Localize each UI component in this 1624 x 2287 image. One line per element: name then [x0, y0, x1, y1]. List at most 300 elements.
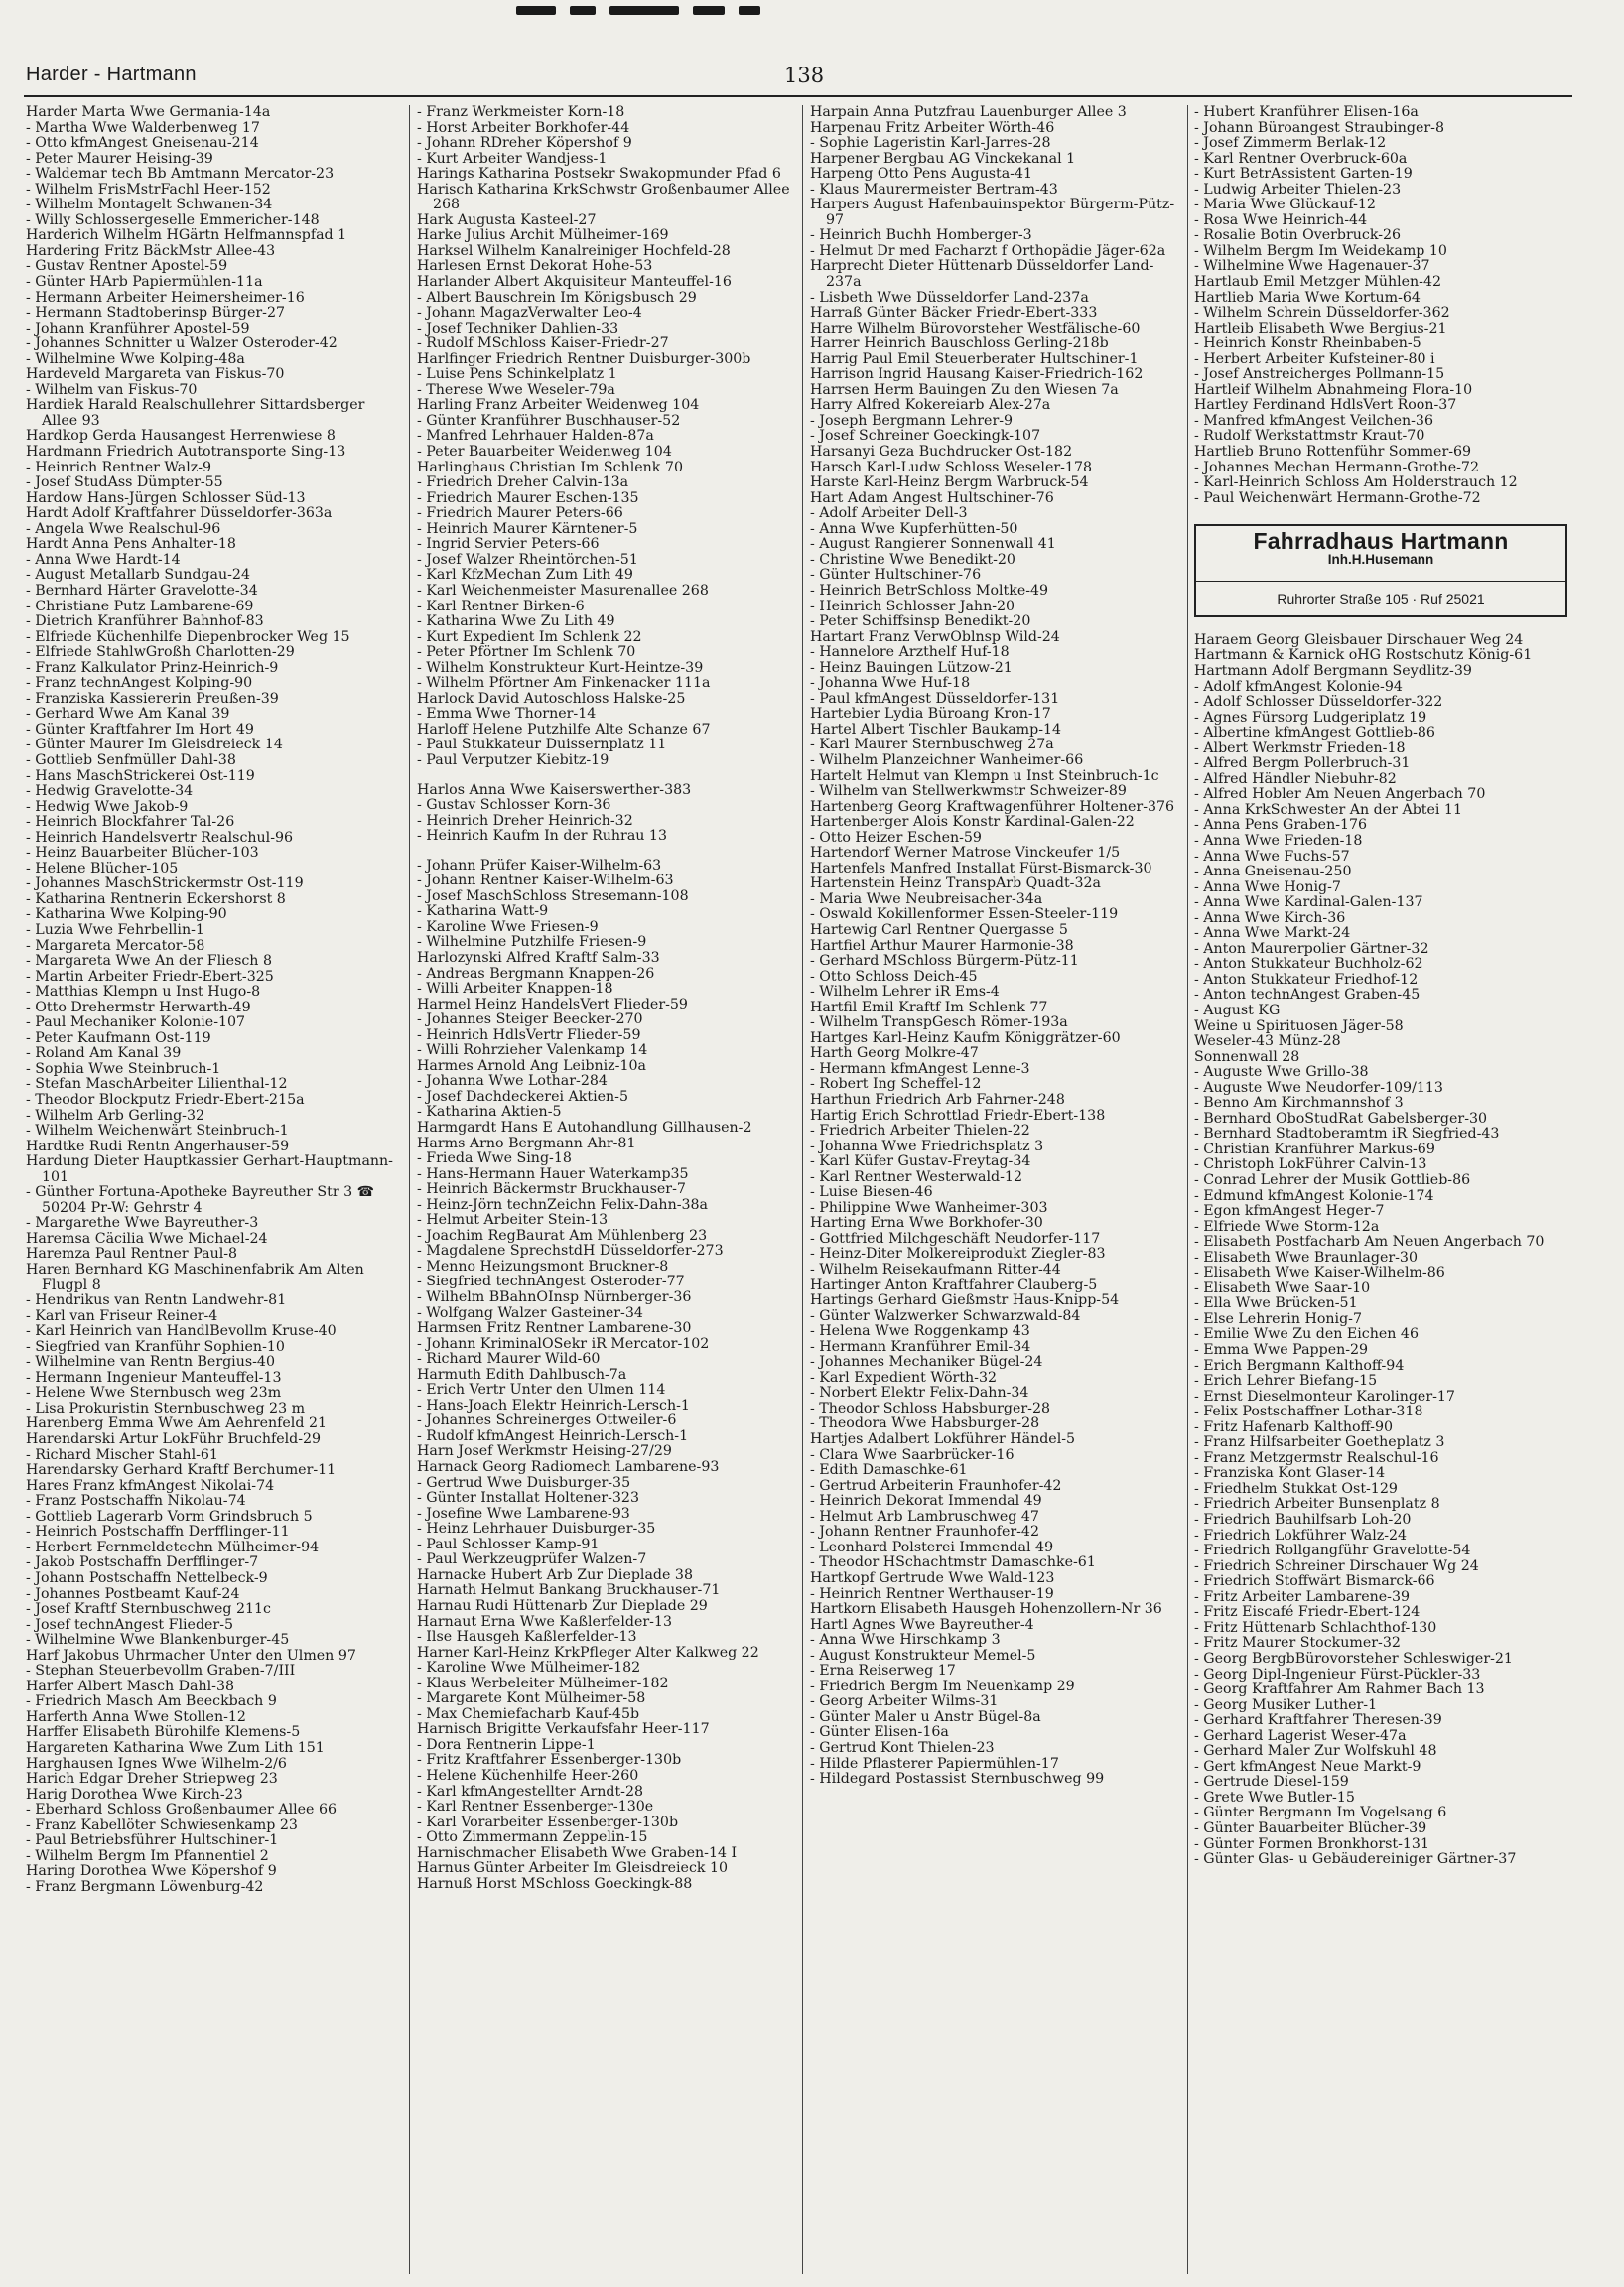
directory-entry: - Anna Wwe Honig-7 — [1194, 878, 1341, 895]
directory-entry: Haremsa Cäcilia Wwe Michael-24 — [26, 1230, 268, 1247]
directory-entry: Harisch Katharina KrkSchwstr Großenbaumer Allee 268 — [417, 181, 790, 213]
directory-entry: - Herbert Fernmeldetechn Mülheimer-94 — [26, 1539, 320, 1555]
directory-entry: - Johann Rentner Fraunhofer-42 — [810, 1524, 1039, 1541]
directory-entry: Hartendorf Werner Matrose Vinckeufer 1/5 — [810, 845, 1121, 862]
directory-entry: - Wilhelm Reisekaufmann Ritter-44 — [810, 1262, 1061, 1278]
directory-entry: - Paul Weichenwärt Hermann-Grothe-72 — [1194, 489, 1481, 506]
directory-entry: Haring Dorothea Wwe Köpershof 9 — [26, 1863, 277, 1880]
directory-entry: - Johann Postschaffn Nettelbeck-9 — [26, 1569, 268, 1586]
directory-column-2 — [417, 105, 792, 2279]
directory-entry: Hartleib Elisabeth Wwe Bergius-21 — [1194, 320, 1447, 336]
directory-entry: - Alfred Händler Niebuhr-82 — [1194, 770, 1397, 787]
directory-entry: - Friedrich Schreiner Dirschauer Wg 24 — [1194, 1557, 1479, 1574]
directory-entry: - Franz Postschaffn Nikolau-74 — [26, 1493, 246, 1510]
directory-entry: - Agnes Fürsorg Ludgeriplatz 19 — [1194, 709, 1427, 726]
directory-entry: - Anna Wwe Kupferhütten-50 — [810, 520, 1018, 537]
directory-entry: - Karl Expedient Wörth-32 — [810, 1369, 998, 1386]
directory-entry: - Wilhelm Bergm Im Weidekamp 10 — [1194, 242, 1447, 259]
directory-entry: - Franz Werkmeister Korn-18 — [417, 105, 625, 120]
directory-entry: - Franz Bergmann Löwenburg-42 — [26, 1878, 264, 1895]
directory-entry: Harsanyi Geza Buchdrucker Ost-182 — [810, 444, 1073, 461]
directory-entry: - Johannes Schreinerges Ottweiler-6 — [417, 1413, 677, 1429]
directory-entry: Harlos Anna Wwe Kaiserswerther-383 — [417, 781, 692, 798]
directory-entry: - Otto Drehermstr Herwarth-49 — [26, 999, 251, 1015]
directory-entry: Harthun Friedrich Arb Fahrner-248 — [810, 1092, 1065, 1108]
directory-entry: Harraß Günter Bäcker Friedr-Ebert-333 — [810, 305, 1098, 322]
directory-entry: - Günter Maler u Anstr Bügel-8a — [810, 1708, 1041, 1725]
directory-entry: - Georg Dipl-Ingenieur Fürst-Pückler-33 — [1194, 1666, 1481, 1682]
directory-entry: - Lisa Prokuristin Sternbuschweg 23 m — [26, 1400, 306, 1416]
directory-entry: - Peter Maurer Heising-39 — [26, 150, 213, 167]
directory-entry: - Helena Wwe Roggenkamp 43 — [810, 1323, 1030, 1340]
directory-entry: - Herbert Arbeiter Kufsteiner-80 i — [1194, 350, 1435, 367]
directory-entry: - Johann Kranführer Apostel-59 — [26, 320, 250, 336]
directory-entry: - Edith Damaschke-61 — [810, 1462, 968, 1479]
directory-entry: - Wilhelm Schrein Düsseldorfer-362 — [1194, 305, 1450, 322]
directory-entry: Hardt Anna Pens Anhalter-18 — [26, 536, 236, 553]
directory-entry: Hartig Erich Schrottlad Friedr-Ebert-138 — [810, 1107, 1106, 1124]
directory-entry: - Heinrich Konstr Rheinbaben-5 — [1194, 336, 1421, 352]
directory-entry: - Stephan Steuerbevollm Graben-7/III — [26, 1663, 296, 1680]
directory-entry: - Elfriede StahlwGroßh Charlotten-29 — [26, 644, 295, 661]
directory-entry: Hartkorn Elisabeth Hausgeh Hohenzollern-Nr 36 — [810, 1601, 1162, 1618]
directory-entry: - Matthias Klempn u Inst Hugo-8 — [26, 984, 261, 1001]
column-divider — [1187, 105, 1188, 2274]
directory-entry: - Josef technAngest Flieder-5 — [26, 1616, 234, 1633]
directory-entry: Hartjes Adalbert Lokführer Händel-5 — [810, 1431, 1076, 1448]
directory-entry: Harke Julius Archit Mülheimer-169 — [417, 227, 669, 244]
directory-entry: - Dora Rentnerin Lippe-1 — [417, 1736, 596, 1753]
directory-entry: - Felix Postschaffner Lothar-318 — [1194, 1404, 1423, 1420]
directory-entry: - Josef Zimmerm Berlak-12 — [1194, 135, 1387, 152]
directory-entry: - Rudolf kfmAngest Heinrich-Lersch-1 — [417, 1427, 689, 1444]
directory-entry: - Johann Prüfer Kaiser-Wilhelm-63 — [417, 857, 662, 874]
directory-entry: - Anna Gneisenau-250 — [1194, 864, 1352, 880]
directory-entry: - Jakob Postschaffn Derfflinger-7 — [26, 1554, 259, 1571]
directory-entry: - Heinz-Diter Molkereiprodukt Ziegler-83 — [810, 1246, 1106, 1263]
directory-entry: - Josef MaschSchloss Stresemann-108 — [417, 887, 689, 904]
directory-entry: - Karl Vorarbeiter Essenberger-130b — [417, 1814, 679, 1830]
directory-entry: Hartley Ferdinand HdlsVert Roon-37 — [1194, 397, 1457, 414]
directory-entry: - Heinrich Bäckermstr Bruckhauser-7 — [417, 1181, 686, 1198]
directory-entry: Hartenberger Alois Konstr Kardinal-Galen-22 — [810, 814, 1135, 831]
directory-entry: Hartinger Anton Kraftfahrer Clauberg-5 — [810, 1277, 1098, 1293]
directory-entry: - Gertrud Kont Thielen-23 — [810, 1739, 995, 1756]
directory-entry: Hardering Fritz BäckMstr Allee-43 — [26, 242, 276, 259]
directory-entry: - Willi Arbeiter Knappen-18 — [417, 981, 613, 998]
directory-entry: - Gert kfmAngest Neue Markt-9 — [1194, 1758, 1421, 1775]
directory-entry: - Wilhelm Pförtner Am Finkenacker 111a — [417, 675, 711, 692]
directory-entry: Harms Arno Bergmann Ahr-81 — [417, 1135, 636, 1151]
directory-entry: Hares Franz kfmAngest Nikolai-74 — [26, 1477, 275, 1494]
directory-entry: - Paul kfmAngest Düsseldorfer-131 — [810, 690, 1060, 707]
directory-entry: - Friedrich Stoffwärt Bismarck-66 — [1194, 1573, 1435, 1590]
directory-entry: - August KG — [1194, 1002, 1281, 1018]
directory-entry: - Josef Dachdeckerei Aktien-5 — [417, 1088, 628, 1105]
directory-entry: - Norbert Elektr Felix-Dahn-34 — [810, 1385, 1029, 1402]
spacer — [417, 845, 792, 859]
directory-entry: Hartenberg Georg Kraftwagenführer Holtener-376 — [810, 798, 1175, 815]
directory-entry: Harnau Rudi Hüttenarb Zur Dieplade 29 — [417, 1597, 708, 1614]
directory-entry: Hardeveld Margareta van Fiskus-70 — [26, 366, 285, 383]
directory-entry: - Albertine kfmAngest Gottlieb-86 — [1194, 725, 1435, 741]
directory-entry: - Gertrud Arbeiterin Fraunhofer-42 — [810, 1477, 1062, 1494]
directory-entry: - Fritz Arbeiter Lambarene-39 — [1194, 1588, 1411, 1605]
directory-entry: Harf Jakobus Uhrmacher Unter den Ulmen 97 — [26, 1647, 356, 1664]
directory-entry: - Anna Pens Graben-176 — [1194, 817, 1368, 834]
directory-entry: - Johannes Schnitter u Walzer Osteroder-42 — [26, 336, 338, 352]
directory-entry: Harig Dorothea Wwe Kirch-23 — [26, 1786, 243, 1803]
directory-entry: - Wilhelm Montagelt Schwanen-34 — [26, 197, 273, 213]
directory-entry: - Otto Schloss Deich-45 — [810, 968, 978, 985]
directory-entry: - Katharina Wwe Zu Lith 49 — [417, 613, 615, 630]
directory-entry: - Wilhelm van Fiskus-70 — [26, 381, 198, 398]
directory-entry: - Wilhelm Arb Gerling-32 — [26, 1107, 205, 1124]
directory-entry: - Theodor Blockputz Friedr-Ebert-215a — [26, 1092, 305, 1108]
directory-entry: Harlesen Ernst Dekorat Hohe-53 — [417, 258, 653, 275]
directory-entry: - Hubert Kranführer Elisen-16a — [1194, 105, 1419, 120]
directory-entry: - Hendrikus van Rentn Landwehr-81 — [26, 1292, 287, 1309]
directory-entry: - Elisabeth Wwe Kaiser-Wilhelm-86 — [1194, 1265, 1445, 1281]
directory-entry: - Ernst Dieselmonteur Karolinger-17 — [1194, 1388, 1455, 1405]
directory-entry: Harendarsky Gerhard Kraftf Berchumer-11 — [26, 1462, 337, 1479]
directory-entry: - Auguste Wwe Grillo-38 — [1194, 1064, 1369, 1081]
directory-entry: - Josef Walzer Rheintörchen-51 — [417, 551, 638, 568]
directory-entry: - Heinrich Buchh Homberger-3 — [810, 227, 1032, 244]
directory-entry: Harling Franz Arbeiter Weidenweg 104 — [417, 397, 700, 414]
directory-entry: - Martha Wwe Walderbenweg 17 — [26, 119, 260, 136]
directory-entry: - Theodor HSchachtmstr Damaschke-61 — [810, 1554, 1096, 1571]
directory-entry: Hartmann & Karnick oHG Rostschutz König-61 — [1194, 647, 1533, 664]
directory-entry: - Elisabeth Wwe Saar-10 — [1194, 1279, 1371, 1296]
directory-entry: Hartings Gerhard Gießmstr Haus-Knipp-54 — [810, 1292, 1120, 1309]
directory-entry: Hardmann Friedrich Autotransporte Sing-13 — [26, 444, 346, 461]
directory-entry: - Elfriede Küchenhilfe Diepenbrocker Weg 15 — [26, 628, 350, 645]
directory-entry: - Josefine Wwe Lambarene-93 — [417, 1505, 630, 1522]
directory-entry: - Heinrich HdlsVertr Flieder-59 — [417, 1026, 641, 1043]
directory-entry: - Andreas Bergmann Knappen-26 — [417, 965, 655, 982]
scan-artifact — [516, 0, 1151, 14]
directory-entry: Harlfinger Friedrich Rentner Duisburger-300b — [417, 350, 751, 367]
directory-entry: - Alfred Hobler Am Neuen Angerbach 70 — [1194, 786, 1486, 803]
directory-entry: - Hans-Hermann Hauer Waterkamp35 — [417, 1165, 689, 1182]
directory-entry: - Helmut Dr med Facharzt f Orthopädie Jäger-62a — [810, 242, 1166, 259]
directory-entry: - Albert Bauschrein Im Königsbusch 29 — [417, 289, 697, 306]
directory-entry: - Katharina Watt-9 — [417, 903, 549, 920]
directory-entry: - Gertrud Wwe Duisburger-35 — [417, 1474, 631, 1491]
directory-entry: Harpers August Hafenbauinspektor Bürgerm-Pütz-97 — [810, 197, 1175, 228]
directory-entry: - Peter Kaufmann Ost-119 — [26, 1029, 211, 1046]
directory-entry: - Heinz Bauarbeiter Blücher-103 — [26, 845, 259, 862]
directory-entry: - Willy Schlossergeselle Emmericher-148 — [26, 211, 320, 228]
directory-entry: - Edmund kfmAngest Kolonie-174 — [1194, 1187, 1434, 1204]
directory-entry: - Günter Maurer Im Gleisdreieck 14 — [26, 737, 283, 753]
directory-entry: - Georg Kraftfahrer Am Rahmer Bach 13 — [1194, 1682, 1485, 1698]
column-divider — [802, 105, 803, 2274]
directory-entry: - Karl-Heinrich Schloss Am Holderstrauch 12 — [1194, 474, 1518, 491]
directory-entry: Hartlaub Emil Metzger Mühlen-42 — [1194, 274, 1442, 291]
directory-entry: - Angela Wwe Realschul-96 — [26, 520, 221, 537]
directory-entry: - Katharina Wwe Kolping-90 — [26, 906, 227, 923]
directory-entry: Harloff Helene Putzhilfe Alte Schanze 67 — [417, 721, 711, 738]
directory-entry: Harpeng Otto Pens Augusta-41 — [810, 166, 1033, 183]
directory-entry: Sonnenwall 28 — [1194, 1048, 1300, 1065]
directory-entry: - Wilhelmine Wwe Blankenburger-45 — [26, 1632, 290, 1649]
directory-entry: - Theodor Schloss Habsburger-28 — [810, 1400, 1051, 1416]
directory-entry: - Johannes Steiger Beecker-270 — [417, 1011, 643, 1028]
directory-entry: - Magdalene SprechstdH Düsseldorfer-273 — [417, 1243, 724, 1260]
directory-entry: - Paul Mechaniker Kolonie-107 — [26, 1014, 246, 1031]
directory-entry: - Maria Wwe Glückauf-12 — [1194, 197, 1376, 213]
directory-entry: Harferth Anna Wwe Stollen-12 — [26, 1708, 246, 1725]
directory-entry: Harendarski Artur LokFühr Bruchfeld-29 — [26, 1431, 322, 1448]
directory-entry: - Heinz Lehrhauer Duisburger-35 — [417, 1521, 656, 1538]
directory-entry: Harlock David Autoschloss Halske-25 — [417, 690, 686, 707]
directory-entry: - Wolfgang Walzer Gasteiner-34 — [417, 1304, 643, 1321]
directory-entry: Hartenstein Heinz TranspArb Quadt-32a — [810, 875, 1101, 892]
directory-entry: Harpenau Fritz Arbeiter Wörth-46 — [810, 119, 1055, 136]
directory-entry: - Paul Verputzer Kiebitz-19 — [417, 751, 609, 768]
directory-entry: - Heinrich Handelsvertr Realschul-96 — [26, 829, 294, 846]
directory-entry: Hartfil Emil Kraftf Im Schlenk 77 — [810, 999, 1048, 1015]
directory-entry: - Richard Maurer Wild-60 — [417, 1351, 601, 1368]
directory-entry: - Hildegard Postassist Sternbuschweg 99 — [810, 1771, 1105, 1788]
directory-entry: - Heinrich BetrSchloss Moltke-49 — [810, 582, 1049, 599]
directory-entry: - Karl KfzMechan Zum Lith 49 — [417, 567, 633, 584]
directory-entry: Haremza Paul Rentner Paul-8 — [26, 1246, 238, 1263]
directory-entry: - Paul Schlosser Kamp-91 — [417, 1536, 600, 1552]
directory-entry: - Helene Blücher-105 — [26, 860, 179, 876]
directory-entry: - Heinz-Jörn technZeichn Felix-Dahn-38a — [417, 1196, 709, 1213]
directory-entry: - Franz technAngest Kolping-90 — [26, 675, 253, 692]
directory-entry: - Anton Maurerpolier Gärtner-32 — [1194, 940, 1429, 957]
directory-entry: - Heinrich Kaufm In der Ruhrau 13 — [417, 828, 667, 845]
directory-entry: - Adolf Schlosser Düsseldorfer-322 — [1194, 694, 1443, 711]
directory-entry: - Gustav Rentner Apostel-59 — [26, 258, 228, 275]
directory-entry: - Grete Wwe Butler-15 — [1194, 1789, 1355, 1806]
directory-entry: - Helmut Arb Lambruschweg 47 — [810, 1508, 1039, 1525]
directory-entry: - Max Chemiefacharb Kauf-45b — [417, 1705, 640, 1722]
directory-entry: Harfer Albert Masch Dahl-38 — [26, 1678, 235, 1694]
directory-entry: - Josef StudAss Dümpter-55 — [26, 474, 223, 491]
directory-entry: - Sophia Wwe Steinbruch-1 — [26, 1060, 221, 1077]
directory-entry: - Karl Heinrich van HandlBevollm Kruse-40 — [26, 1323, 337, 1340]
directory-entry: - Karl Weichenmeister Masurenallee 268 — [417, 582, 709, 599]
directory-entry: Hartges Karl-Heinz Kaufm Königgrätzer-60 — [810, 1029, 1121, 1046]
directory-entry: - Emilie Wwe Zu den Eichen 46 — [1194, 1326, 1419, 1343]
directory-entry: - Franz Metzgermstr Realschul-16 — [1194, 1449, 1439, 1466]
directory-entry: - Kurt BetrAssistent Garten-19 — [1194, 166, 1413, 183]
directory-entry: - Hilde Pflasterer Papiermühlen-17 — [810, 1755, 1059, 1772]
directory-entry: - Fritz Eiscafé Friedr-Ebert-124 — [1194, 1604, 1421, 1621]
directory-entry: - Wilhelm Weichenwärt Steinbruch-1 — [26, 1123, 289, 1140]
directory-entry: - Karl Rentner Essenberger-130e — [417, 1799, 654, 1816]
directory-entry: Harrig Paul Emil Steuerberater Hultschiner-1 — [810, 350, 1139, 367]
directory-entry: Harnuß Horst MSchloss Goeckingk-88 — [417, 1875, 693, 1892]
directory-entry: - Friedrich Dreher Calvin-13a — [417, 474, 629, 491]
directory-entry: - Gerhard Kraftfahrer Theresen-39 — [1194, 1712, 1442, 1729]
directory-column-4 — [1194, 105, 1571, 2279]
directory-entry: - Wilhelm TranspGesch Römer-193a — [810, 1014, 1068, 1031]
directory-entry: - Anton Stukkateur Buchholz-62 — [1194, 956, 1423, 973]
directory-entry: - Johanna Wwe Huf-18 — [810, 675, 971, 692]
directory-entry: - Johannes MaschStrickermstr Ost-119 — [26, 875, 304, 892]
directory-entry: Hargareten Katharina Wwe Zum Lith 151 — [26, 1739, 325, 1756]
directory-entry: Harrsen Herm Bauingen Zu den Wiesen 7a — [810, 381, 1119, 398]
directory-entry: - August Metallarb Sundgau-24 — [26, 567, 250, 584]
directory-entry: Hartlieb Bruno Rottenführ Sommer-69 — [1194, 444, 1472, 461]
directory-entry: - Georg Musiker Luther-1 — [1194, 1696, 1378, 1713]
directory-entry: - Oswald Kokillenformer Essen-Steeler-119 — [810, 906, 1119, 923]
directory-entry: Harmes Arnold Ang Leibniz-10a — [417, 1057, 646, 1074]
directory-entry: - Theodora Wwe Habsburger-28 — [810, 1415, 1040, 1432]
directory-entry: - Heinrich Blockfahrer Tal-26 — [26, 814, 235, 831]
directory-entry: - Peter Bauarbeiter Weidenweg 104 — [417, 444, 672, 461]
directory-entry: Harffer Elisabeth Bürohilfe Klemens-5 — [26, 1724, 301, 1741]
directory-entry: Harnaut Erna Wwe Kaßlerfelder-13 — [417, 1613, 672, 1630]
directory-entry: Hart Adam Angest Hultschiner-76 — [810, 489, 1054, 506]
directory-entry: - Gerhard Lagerist Weser-47a — [1194, 1727, 1407, 1744]
directory-entry: - Heinrich Dekorat Immendal 49 — [810, 1493, 1042, 1510]
directory-entry: - Franz Kalkulator Prinz-Heinrich-9 — [26, 659, 279, 676]
directory-entry: Hark Augusta Kasteel-27 — [417, 211, 597, 228]
directory-entry: - Günter Kraftfahrer Im Hort 49 — [26, 721, 254, 738]
directory-entry: - Emma Wwe Pappen-29 — [1194, 1342, 1369, 1359]
directory-entry: - Peter Schiffsinsp Benedikt-20 — [810, 613, 1031, 630]
directory-entry: - Horst Arbeiter Borkhofer-44 — [417, 119, 630, 136]
directory-entry: Haraem Georg Gleisbauer Dirschauer Weg 24 — [1194, 631, 1524, 648]
directory-entry: - Ella Wwe Brücken-51 — [1194, 1295, 1358, 1312]
directory-entry: Harlander Albert Akquisiteur Manteuffel-16 — [417, 274, 732, 291]
directory-entry: - Hedwig Gravelotte-34 — [26, 783, 194, 800]
directory-entry: - Josef Kraftf Sternbuschweg 211c — [26, 1601, 271, 1618]
directory-entry: - Margarethe Wwe Bayreuther-3 — [26, 1215, 259, 1232]
directory-entry: - Friedrich Maurer Peters-66 — [417, 505, 623, 522]
directory-entry: - Karl Rentner Birken-6 — [417, 598, 585, 614]
directory-entry: - Lisbeth Wwe Düsseldorfer Land-237a — [810, 289, 1089, 306]
directory-entry: - Joachim RegBaurat Am Mühlenberg 23 — [417, 1227, 708, 1244]
directory-entry: - Johann KriminalOSekr iR Mercator-102 — [417, 1335, 710, 1352]
directory-entry: - Paul Betriebsführer Hultschiner-1 — [26, 1832, 279, 1849]
directory-entry: - Gerhard MSchloss Bürgerm-Pütz-11 — [810, 953, 1079, 970]
directory-entry: Harich Edgar Dreher Striepweg 23 — [26, 1771, 278, 1788]
directory-entry: - Elfriede Wwe Storm-12a — [1194, 1218, 1380, 1235]
directory-entry: - Hermann Stadtoberinsp Bürger-27 — [26, 305, 286, 322]
directory-entry: Hartl Agnes Wwe Bayreuther-4 — [810, 1616, 1034, 1633]
directory-entry: - Kurt Arbeiter Wandjess-1 — [417, 150, 608, 167]
directory-entry: Hartfiel Arthur Maurer Harmonie-38 — [810, 937, 1074, 954]
directory-entry: - Christoph LokFührer Calvin-13 — [1194, 1156, 1427, 1173]
directory-entry: - Conrad Lehrer der Musik Gottlieb-86 — [1194, 1172, 1471, 1188]
directory-entry: - Fritz Hafenarb Kalthoff-90 — [1194, 1418, 1393, 1435]
directory-entry: - Hannelore Arzthelf Huf-18 — [810, 644, 1010, 661]
directory-entry: - Friedhelm Stukkat Ost-129 — [1194, 1480, 1398, 1497]
directory-entry: - Johanna Wwe Friedrichsplatz 3 — [810, 1138, 1044, 1154]
directory-entry: - Margareta Mercator-58 — [26, 937, 205, 954]
directory-entry: Harprecht Dieter Hüttenarb Düsseldorfer Land-237a — [810, 258, 1154, 291]
directory-entry: Harings Katharina Postsekr Swakopmunder Pfad 6 — [417, 166, 781, 183]
directory-entry: - Clara Wwe Saarbrücker-16 — [810, 1446, 1015, 1463]
directory-entry: - Gustav Schlosser Korn-36 — [417, 797, 611, 814]
directory-entry: - Friedrich Masch Am Beeckbach 9 — [26, 1693, 277, 1710]
directory-entry: Harner Karl-Heinz KrkPfleger Alter Kalkweg 22 — [417, 1644, 759, 1661]
directory-entry: - Wilhelm FrisMstrFachl Heer-152 — [26, 181, 271, 198]
spacer — [417, 769, 792, 783]
directory-entry: - Günter Glas- u Gebäudereiniger Gärtner-37 — [1194, 1851, 1517, 1868]
directory-entry: - Hermann Arbeiter Heimersheimer-16 — [26, 289, 305, 306]
directory-entry: - Johann Büroangest Straubinger-8 — [1194, 119, 1445, 136]
directory-entry: - August Rangierer Sonnenwall 41 — [810, 536, 1056, 553]
directory-entry: - Elisabeth Postfacharb Am Neuen Angerbach 70 — [1194, 1234, 1545, 1251]
page-number: 138 — [784, 64, 825, 87]
directory-entry: - Albert Werkmstr Frieden-18 — [1194, 740, 1406, 756]
directory-entry: - Benno Am Kirchmannshof 3 — [1194, 1095, 1404, 1112]
directory-entry: Harnack Georg Radiomech Lambarene-93 — [417, 1459, 720, 1476]
directory-entry: - Fritz Kraftfahrer Essenberger-130b — [417, 1752, 682, 1769]
directory-entry: - Ludwig Arbeiter Thielen-23 — [1194, 181, 1402, 198]
directory-entry: - Anna KrkSchwester An der Abtei 11 — [1194, 801, 1462, 818]
directory-entry: - Friedrich Arbeiter Bunsenplatz 8 — [1194, 1496, 1440, 1513]
directory-entry: - Günter Installat Holtener-323 — [417, 1490, 639, 1507]
ad-address: Ruhrorter Straße 105 · Ruf 25021 — [1277, 591, 1485, 607]
directory-entry: - Günter Formen Bronkhorst-131 — [1194, 1835, 1429, 1852]
directory-entry: Harnath Helmut Bankang Bruckhauser-71 — [417, 1582, 721, 1599]
ad-owner: Inh.H.Husemann — [1327, 551, 1434, 567]
directory-entry: - Karl Rentner Overbruck-60a — [1194, 150, 1408, 167]
directory-entry: - Emma Wwe Thorner-14 — [417, 706, 597, 723]
directory-entry: - Karoline Wwe Mülheimer-182 — [417, 1660, 641, 1677]
directory-entry: Hardung Dieter Hauptkassier Gerhart-Hauptmann-101 — [26, 1153, 393, 1185]
directory-entry: - Anna Wwe Kardinal-Galen-137 — [1194, 894, 1423, 911]
directory-entry: - Johannes Postbeamt Kauf-24 — [26, 1585, 240, 1602]
directory-entry: Hartel Albert Tischler Baukamp-14 — [810, 721, 1062, 738]
directory-entry: - Friedrich Rollgangführ Gravelotte-54 — [1194, 1543, 1471, 1559]
directory-entry: - Karl van Friseur Reiner-4 — [26, 1307, 218, 1324]
directory-entry: - Hermann Ingenieur Manteuffel-13 — [26, 1369, 282, 1386]
directory-entry: - Johannes Mechan Hermann-Grothe-72 — [1194, 459, 1479, 475]
directory-entry: - Friedrich Bergm Im Neuenkamp 29 — [810, 1678, 1075, 1694]
directory-entry: - Manfred Lehrhauer Halden-87a — [417, 428, 654, 445]
directory-entry: - Adolf kfmAngest Kolonie-94 — [1194, 678, 1403, 695]
directory-entry: - Elisabeth Wwe Braunlager-30 — [1194, 1249, 1418, 1266]
directory-entry: - Klaus Werbeleiter Mülheimer-182 — [417, 1675, 669, 1691]
directory-entry: - Günter Bauarbeiter Blücher-39 — [1194, 1819, 1427, 1836]
directory-entry: - Gottlieb Lagerarb Vorm Grindsbruch 5 — [26, 1508, 313, 1525]
directory-entry: - Johann RDreher Köpershof 9 — [417, 135, 632, 152]
directory-entry: - Margarete Kont Mülheimer-58 — [417, 1690, 646, 1707]
directory-entry: - Karoline Wwe Friesen-9 — [417, 918, 599, 935]
directory-entry: - Richard Mischer Stahl-61 — [26, 1446, 218, 1463]
directory-entry: - Egon kfmAngest Heger-7 — [1194, 1203, 1385, 1220]
directory-entry: - Wilhelmine Putzhilfe Friesen-9 — [417, 934, 647, 951]
directory-entry: - Hermann kfmAngest Lenne-3 — [810, 1060, 1030, 1077]
directory-entry: - Hans MaschStrickerei Ost-119 — [26, 767, 255, 784]
directory-entry: Hartebier Lydia Büroang Kron-17 — [810, 706, 1051, 723]
directory-column-3 — [810, 105, 1185, 2279]
directory-entry: - Otto kfmAngest Gneisenau-214 — [26, 135, 259, 152]
directory-entry: Hardkop Gerda Hausangest Herrenwiese 8 — [26, 428, 336, 445]
directory-entry: - Heinz Bauingen Lützow-21 — [810, 659, 1013, 676]
directory-entry: - Georg Arbeiter Wilms-31 — [810, 1693, 999, 1710]
directory-entry: - Erich Lehrer Biefang-15 — [1194, 1373, 1378, 1390]
directory-column-1 — [26, 105, 401, 2279]
directory-entry: - Else Lehrerin Honig-7 — [1194, 1310, 1362, 1327]
directory-entry: Hardt Adolf Kraftfahrer Düsseldorfer-363a — [26, 505, 333, 522]
directory-entry: Haren Bernhard KG Maschinenfabrik Am Alten Flugpl 8 — [26, 1262, 364, 1293]
directory-entry: - Wilhelmine van Rentn Bergius-40 — [26, 1354, 275, 1371]
ad-divider — [1196, 581, 1565, 582]
directory-entry: - Rudolf MSchloss Kaiser-Friedr-27 — [417, 336, 669, 352]
